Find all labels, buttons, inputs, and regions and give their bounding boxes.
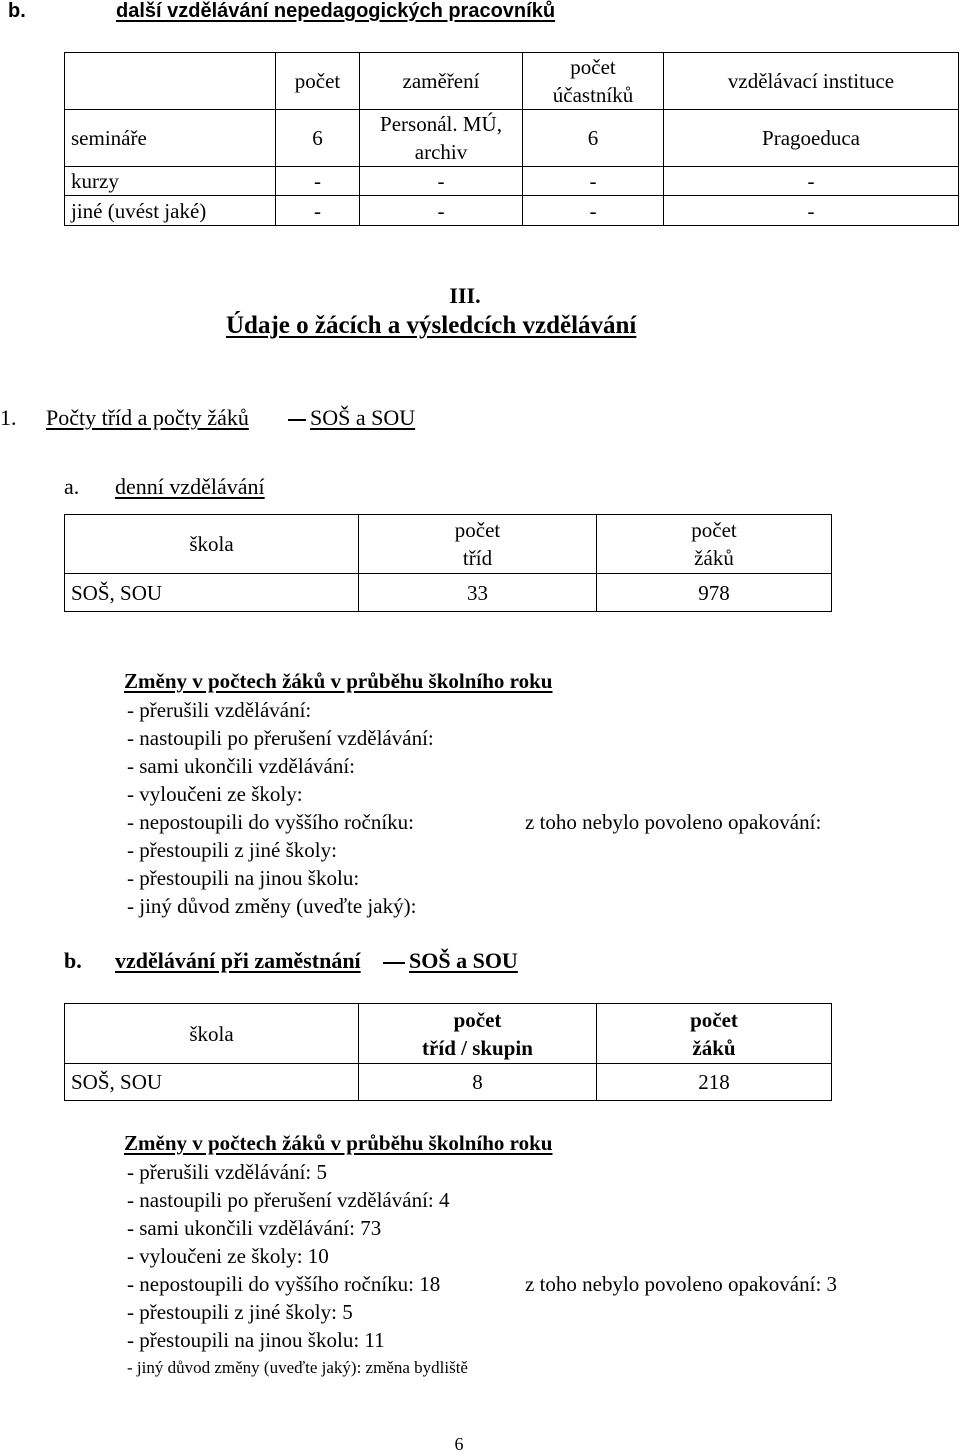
changes-list — [127, 696, 822, 920]
table-row — [65, 574, 832, 612]
table-row — [65, 1064, 832, 1101]
table-cell: Pragoeduca — [664, 110, 959, 167]
header-cell: vzdělávací instituce — [664, 53, 959, 110]
table-cell: 6 — [523, 110, 664, 167]
section-marker: b. — [8, 0, 26, 22]
list-item: - přestoupili z jiné školy: 5 — [127, 1300, 353, 1324]
subsection-title-suffix: SOŠ a SOU — [310, 405, 416, 430]
part-a-title: denní vzdělávání — [115, 474, 265, 499]
list-item: - vyloučeni ze školy: — [127, 782, 303, 806]
header-cell: počet — [276, 53, 360, 110]
chapter-number: III. — [449, 283, 481, 308]
title-dash — [383, 962, 405, 964]
list-item: - jiný důvod změny (uveďte jaký): — [127, 894, 417, 918]
list-item: - nastoupili po přerušení vzdělávání: — [127, 726, 434, 750]
table-header-row — [65, 515, 832, 574]
header-cell: zaměření — [360, 53, 523, 110]
header-cell: počet tříd — [359, 515, 597, 574]
list-item: - přestoupili z jiné školy: — [127, 838, 337, 862]
table-cell: SOŠ, SOU — [65, 1064, 359, 1101]
header-cell: počet žáků — [597, 1004, 832, 1064]
list-item: - nastoupili po přerušení vzdělávání: 4 — [127, 1188, 450, 1212]
list-item — [127, 1270, 838, 1298]
table-cell: - — [664, 196, 959, 226]
table-cell: SOŠ, SOU — [65, 574, 359, 612]
table-cell: jiné (uvést jaké) — [65, 196, 276, 226]
repeat-note: z toho nebylo povoleno opakování: — [525, 810, 822, 834]
table-cell: 8 — [359, 1064, 597, 1101]
part-b-title: vzdělávání při zaměstnání — [115, 948, 361, 973]
repeat-note: z toho nebylo povoleno opakování: 3 — [525, 1272, 838, 1296]
changes-list — [127, 1158, 838, 1382]
table-cell: - — [523, 167, 664, 196]
list-item: - přerušili vzdělávání: 5 — [127, 1160, 328, 1184]
table-cell: - — [360, 196, 523, 226]
list-item: - sami ukončili vzdělávání: 73 — [127, 1216, 382, 1240]
part-a-marker: a. — [64, 474, 80, 499]
header-cell — [65, 53, 276, 110]
table-cell: - — [664, 167, 959, 196]
title-dash — [288, 419, 306, 421]
list-item: - přestoupili na jinou školu: 11 — [127, 1328, 385, 1352]
subsection-title: Počty tříd a počty žáků — [46, 405, 249, 430]
section-title: další vzdělávání nepedagogických pracovníků — [116, 0, 556, 22]
table-cell: - — [360, 167, 523, 196]
staff-training-table — [64, 52, 959, 226]
table-header-row — [65, 53, 959, 110]
table-cell: 978 — [597, 574, 832, 612]
table-header-row — [65, 1004, 832, 1064]
subsection-number: 1. — [0, 405, 17, 430]
list-item: - jiný důvod změny (uveďte jaký): změna bydliště — [127, 1358, 468, 1377]
list-item-text: - nepostoupili do vyššího ročníku: 18 — [127, 1272, 441, 1296]
table-cell: semináře — [65, 110, 276, 167]
table-row — [65, 167, 959, 196]
list-item: - přerušili vzdělávání: — [127, 698, 312, 722]
chapter-title: Údaje o žácích a výsledcích vzdělávání — [226, 312, 637, 339]
table-cell: - — [523, 196, 664, 226]
table-cell: 218 — [597, 1064, 832, 1101]
table-cell: Personál. MÚ, archiv — [360, 110, 523, 167]
header-cell: počet žáků — [597, 515, 832, 574]
page-number: 6 — [454, 1434, 464, 1454]
changes-title: Změny v počtech žáků v průběhu školního roku — [124, 669, 553, 693]
table-cell: kurzy — [65, 167, 276, 196]
list-item: - sami ukončili vzdělávání: — [127, 754, 356, 778]
part-b-marker: b. — [64, 948, 82, 973]
list-item: - vyloučeni ze školy: 10 — [127, 1244, 329, 1268]
part-b-title-suffix: SOŠ a SOU — [409, 948, 518, 973]
table-cell: - — [276, 167, 360, 196]
list-item — [127, 808, 822, 836]
list-item-text: - nepostoupili do vyššího ročníku: — [127, 810, 414, 834]
table-cell: 33 — [359, 574, 597, 612]
table-cell: - — [276, 196, 360, 226]
changes-title: Změny v počtech žáků v průběhu školního roku — [124, 1131, 553, 1155]
work-study-table — [64, 1003, 832, 1101]
header-cell: škola — [65, 515, 359, 574]
table-row — [65, 196, 959, 226]
day-study-table — [64, 514, 832, 612]
header-cell: škola — [65, 1004, 359, 1064]
table-row — [65, 110, 959, 167]
list-item: - přestoupili na jinou školu: — [127, 866, 360, 890]
table-cell: 6 — [276, 110, 360, 167]
header-cell: počet účastníků — [523, 53, 664, 110]
header-cell: počet tříd / skupin — [359, 1004, 597, 1064]
